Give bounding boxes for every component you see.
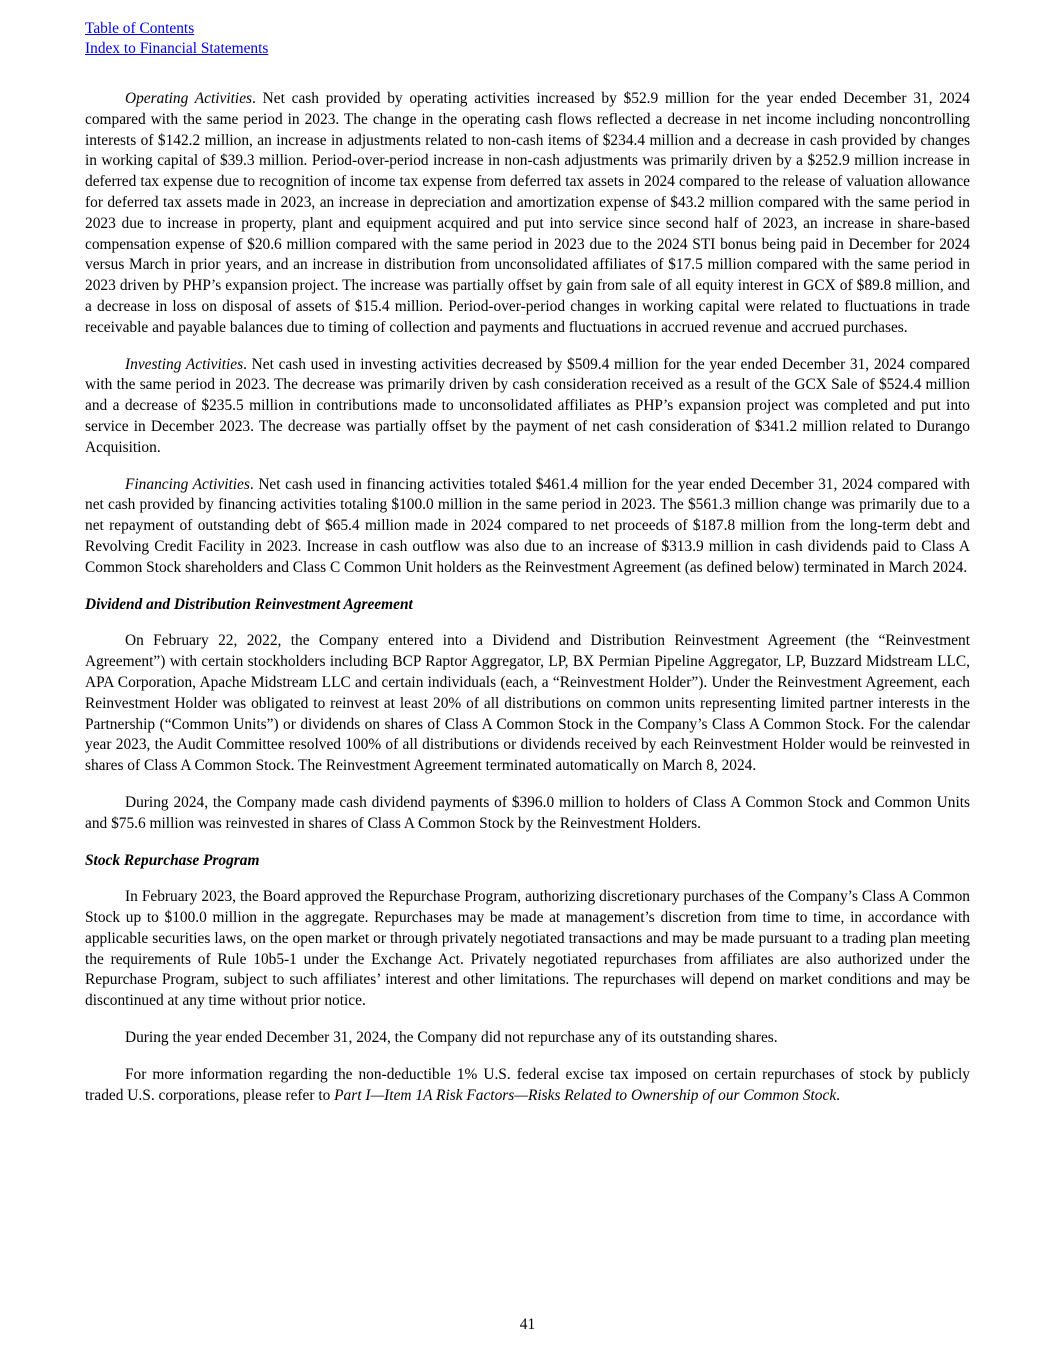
investing-activities-paragraph bbox=[85, 355, 970, 459]
dividend-reinvestment-paragraph-1: On February 22, 2022, the Company entered into a Dividend and Distribution Reinvestment Agreement (the “Reinvestment Agreement”) with certain stockholders including BCP Raptor Aggregator, LP, BX Permian Pipeline Aggregator, LP, Buzzard Midstream LLC, APA Corporation, Apache Midstream LLC and certain individuals (each, a “Reinvestment Holder”). Under the Reinvestment Agreement, each Reinvestment Holder was obligated to reinvest at least 20% of all distributions on common units representing limited partner interests in the Partnership (“Common Units”) or dividends on shares of Class A Common Stock in the Company’s Class A Common Stock. For the calendar year 2023, the Audit Committee resolved 100% of all distributions or dividends received by each Reinvestment Holder would be reinvested in shares of Class A Common Stock. The Reinvestment Agreement terminated automatically on March 8, 2024. bbox=[85, 632, 970, 775]
page-number: 41 bbox=[519, 1316, 536, 1333]
financing-activities-text: . Net cash used in financing activities totaled $461.4 million for the year ended December 31, 2024 compared with net cash provided by financing activities totaling $100.0 million in the same period in 2023. The $561.3 million change was primarily due to a net repayment of outstanding debt of $65.4 million made in 2024 compared to net proceeds of $187.8 million from the long-term debt and Revolving Credit Facility in 2023. Increase in cash outflow was also due to an increase of $313.9 million in cash dividends paid to Class A Common Stock shareholders and Class C Common Unit holders as the Reinvestment Agreement (as defined below) terminated in March 2024. bbox=[85, 475, 970, 576]
financing-activities-lead: Financing Activities bbox=[125, 475, 250, 493]
table-of-contents-link[interactable]: Table of Contents bbox=[85, 20, 195, 37]
excise-tax-text: For more information regarding the non-deductible 1% U.S. federal excise tax imposed on certain repurchases of stock by publicly traded U.S. corporations, please refer to bbox=[85, 1065, 970, 1104]
excise-tax-end: . bbox=[836, 1086, 841, 1104]
investing-activities-text: . Net cash used in investing activities decreased by $509.4 million for the year ended December 31, 2024 compared with the same period in 2023. The decrease was primarily driven by cash consideration received as a result of the GCX Sale of $524.4 million and a decrease of $235.5 million in contributions made to unconsolidated affiliates as PHP’s expansion project was completed and put into service in December 2023. The decrease was partially offset by the payment of net cash consideration of $341.2 million related to Durango Acquisition. bbox=[85, 355, 971, 456]
operating-activities-text: . Net cash provided by operating activities increased by $52.9 million for the year ended December 31, 2024 compared with the same period in 2023. The change in the operating cash flows reflected a decrease in net income including noncontrolling interests of $142.2 million, an increase in adjustments related to non-cash items of $234.4 million and a decrease in cash provided by changes in working capital of $39.3 million. Period-over-period increase in non-cash adjustments was primarily driven by a $252.9 million increase in deferred tax expense due to recognition of income tax expense from deferred tax assets in 2024 compared to the release of valuation allowance for deferred tax assets made in 2023, an increase in depreciation and amortization expense of $43.2 million compared with the same period in 2023 due to increase in property, plant and equipment acquired and put into service since second half of 2023, an increase in share-based compensation expense of $20.6 million compared with the same period in 2023 due to the 2024 STI bonus being paid in December for 2024 versus March in prior years, and an increase in distribution from unconsolidated affiliates of $17.5 million compared with the same period in 2023 driven by PHP’s expansion project. The increase was partially offset by gain from sale of all equity interest in GCX of $89.8 million, and a decrease in loss on disposal of assets of $15.4 million. Period-over-period changes in working capital were related to fluctuations in trade receivable and payable balances due to timing of collection and payments and fluctuations in accrued revenue and accrued purchases. bbox=[85, 90, 970, 336]
investing-activities-lead: Investing Activities bbox=[125, 355, 244, 373]
dividend-reinvestment-heading: Dividend and Distribution Reinvestment Agreement bbox=[85, 595, 413, 613]
stock-repurchase-heading: Stock Repurchase Program bbox=[85, 851, 260, 869]
stock-repurchase-paragraph-3 bbox=[85, 1065, 970, 1107]
stock-repurchase-paragraph-2: During the year ended December 31, 2024, the Company did not repurchase any of its outstanding shares. bbox=[125, 1029, 778, 1047]
dividend-reinvestment-paragraph-2: During 2024, the Company made cash dividend payments of $396.0 million to holders of Class A Common Stock and Common Units and $75.6 million was reinvested in shares of Class A Common Stock by the Reinvestment Holders. bbox=[85, 793, 970, 832]
operating-activities-paragraph bbox=[85, 89, 970, 339]
document-page bbox=[85, 19, 970, 1122]
risk-factors-reference: Part I—Item 1A Risk Factors—Risks Related to Ownership of our Common Stock bbox=[334, 1086, 837, 1104]
financing-activities-paragraph bbox=[85, 475, 970, 579]
index-to-financial-statements-link[interactable]: Index to Financial Statements bbox=[85, 40, 269, 57]
nav-links bbox=[85, 19, 970, 59]
operating-activities-lead: Operating Activities bbox=[125, 90, 253, 107]
stock-repurchase-paragraph-1: In February 2023, the Board approved the Repurchase Program, authorizing discretionary purchases of the Company’s Class A Common Stock up to $100.0 million in the aggregate. Repurchases may be made at management’s discretion from time to time, in accordance with applicable securities laws, on the open market or through privately negotiated transactions and may be made pursuant to a trading plan meeting the requirements of Rule 10b5-1 under the Exchange Act. Privately negotiated repurchases from affiliates are also authorized under the Repurchase Program, subject to such affiliates’ interest and other limitations. The repurchases will depend on market conditions and may be discontinued at any time without prior notice. bbox=[85, 888, 970, 1010]
document-body bbox=[85, 89, 970, 1106]
